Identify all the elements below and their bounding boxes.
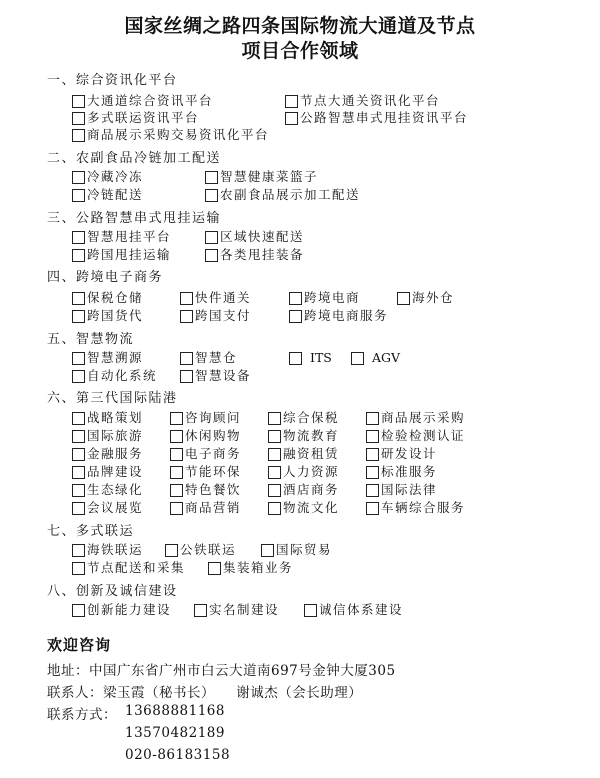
checkbox-item[interactable]: [351, 350, 400, 366]
contact-title: 欢迎咨询: [47, 636, 112, 654]
checkbox-label: 休闲购物: [185, 428, 242, 443]
checkbox[interactable]: [72, 448, 85, 461]
checkbox-label: 节点配送和采集: [87, 560, 186, 575]
checkbox-item[interactable]: [72, 127, 269, 143]
checkbox-label: 车辆综合服务: [381, 500, 466, 515]
checkbox[interactable]: [268, 430, 281, 443]
checkbox-label: 人力资源: [283, 464, 340, 479]
checkbox[interactable]: [366, 412, 379, 425]
checkbox-item[interactable]: [289, 308, 388, 324]
checkbox-label: 公铁联运: [180, 542, 237, 557]
checkbox[interactable]: [351, 352, 364, 365]
checkbox-item[interactable]: [72, 229, 171, 245]
checkbox[interactable]: [72, 544, 85, 557]
checkbox[interactable]: [72, 249, 85, 262]
checkbox-label: 生态绿化: [87, 482, 144, 497]
checkbox[interactable]: [285, 112, 298, 125]
checkbox-item[interactable]: [366, 410, 465, 426]
contact-person: 联系人：梁玉霞（秘书长） 谢诚杰（会长助理）: [47, 685, 363, 701]
checkbox[interactable]: [72, 171, 85, 184]
checkbox-item[interactable]: [208, 560, 293, 576]
checkbox-item[interactable]: [285, 93, 440, 109]
contact-phone: 020-86183158: [125, 747, 231, 763]
checkbox[interactable]: [366, 484, 379, 497]
checkbox-label: 智慧仓: [195, 350, 238, 365]
checkbox-label: 区域快速配送: [220, 229, 305, 244]
checkbox[interactable]: [72, 484, 85, 497]
checkbox-item[interactable]: [366, 428, 465, 444]
document-subtitle: 项目合作领域: [241, 40, 359, 62]
checkbox[interactable]: [72, 292, 85, 305]
checkbox-item[interactable]: [72, 446, 143, 462]
checkbox-item[interactable]: [72, 290, 143, 306]
checkbox[interactable]: [72, 189, 85, 202]
checkbox[interactable]: [72, 502, 85, 515]
checkbox-item[interactable]: [72, 602, 171, 618]
checkbox-item[interactable]: [72, 482, 143, 498]
contact-address: 地址：中国广东省广州市白云大道南697号金钟大厦305: [47, 663, 396, 679]
checkbox[interactable]: [72, 231, 85, 244]
checkbox-label: 检验检测认证: [381, 428, 466, 443]
checkbox-item[interactable]: [180, 350, 237, 366]
section-heading: 八、创新及诚信建设: [47, 584, 178, 599]
checkbox-label: 节点大通关资讯化平台: [300, 93, 441, 108]
checkbox-item[interactable]: [366, 482, 437, 498]
contact-method-label: 联系方式：: [47, 707, 117, 723]
checkbox-label: 冷藏冷冻: [87, 169, 144, 184]
checkbox[interactable]: [170, 412, 183, 425]
checkbox-label: 融资租赁: [283, 446, 340, 461]
checkbox[interactable]: [268, 412, 281, 425]
checkbox-label: 智慧溯源: [87, 350, 144, 365]
checkbox-item[interactable]: [170, 464, 241, 480]
checkbox-item[interactable]: [72, 500, 143, 516]
checkbox-item[interactable]: [170, 500, 241, 516]
checkbox[interactable]: [72, 129, 85, 142]
checkbox[interactable]: [261, 544, 274, 557]
checkbox-label: 标准服务: [381, 464, 438, 479]
checkbox-label: 物流文化: [283, 500, 340, 515]
checkbox-label: 集装箱业务: [223, 560, 294, 575]
checkbox-label: 海外仓: [412, 290, 455, 305]
section-heading: 三、公路智慧串式甩挂运输: [47, 211, 222, 226]
checkbox-item[interactable]: [72, 410, 143, 426]
checkbox-label: 各类甩挂装备: [220, 247, 305, 262]
checkbox[interactable]: [205, 189, 218, 202]
section-heading: 四、跨境电子商务: [47, 270, 164, 285]
checkbox[interactable]: [366, 430, 379, 443]
checkbox[interactable]: [170, 430, 183, 443]
checkbox[interactable]: [289, 352, 302, 365]
checkbox-label: 海铁联运: [87, 542, 144, 557]
checkbox-item[interactable]: [268, 410, 339, 426]
checkbox[interactable]: [397, 292, 410, 305]
checkbox-label: 跨国支付: [195, 308, 252, 323]
checkbox-item[interactable]: [268, 446, 339, 462]
checkbox[interactable]: [268, 484, 281, 497]
checkbox-item[interactable]: [289, 290, 360, 306]
checkbox-item[interactable]: [205, 247, 304, 263]
checkbox-label: 酒店商务: [283, 482, 340, 497]
document-title: 国家丝绸之路四条国际物流大通道及节点: [124, 15, 476, 37]
checkbox-item[interactable]: [72, 464, 143, 480]
section-heading: 五、智慧物流: [47, 332, 135, 347]
checkbox-label: 商品展示采购交易资讯化平台: [87, 127, 270, 142]
checkbox-label: 诚信体系建设: [319, 602, 404, 617]
checkbox-item[interactable]: [165, 542, 236, 558]
checkbox-item[interactable]: [72, 187, 143, 203]
checkbox[interactable]: [289, 292, 302, 305]
checkbox[interactable]: [72, 310, 85, 323]
checkbox-item[interactable]: [72, 350, 143, 366]
checkbox[interactable]: [72, 352, 85, 365]
checkbox-item[interactable]: [72, 93, 213, 109]
checkbox-item[interactable]: [194, 602, 279, 618]
checkbox-label: 品牌建设: [87, 464, 144, 479]
checkbox-label: 智慧健康菜篮子: [220, 169, 319, 184]
checkbox-label: 国际旅游: [87, 428, 144, 443]
checkbox-item[interactable]: [285, 110, 468, 126]
checkbox-label: 电子商务: [185, 446, 242, 461]
checkbox-item[interactable]: [180, 290, 251, 306]
checkbox[interactable]: [289, 310, 302, 323]
checkbox[interactable]: [268, 466, 281, 479]
checkbox-label: 创新能力建设: [87, 602, 172, 617]
checkbox[interactable]: [208, 562, 221, 575]
checkbox[interactable]: [170, 502, 183, 515]
checkbox[interactable]: [72, 112, 85, 125]
checkbox[interactable]: [180, 370, 193, 383]
checkbox-label: 咨询顾问: [185, 410, 242, 425]
checkbox-item[interactable]: [170, 446, 241, 462]
checkbox-item[interactable]: [205, 229, 304, 245]
checkbox-label: 跨境电商服务: [304, 308, 389, 323]
checkbox-item[interactable]: [205, 169, 318, 185]
checkbox[interactable]: [72, 466, 85, 479]
checkbox[interactable]: [72, 562, 85, 575]
checkbox-label: 保税仓储: [87, 290, 144, 305]
checkbox-item[interactable]: [180, 368, 251, 384]
checkbox-item[interactable]: [180, 308, 251, 324]
checkbox-label: ITS: [310, 350, 332, 365]
checkbox[interactable]: [180, 292, 193, 305]
checkbox[interactable]: [72, 412, 85, 425]
checkbox-label: 大通道综合资讯平台: [87, 93, 214, 108]
checkbox-item[interactable]: [268, 500, 339, 516]
checkbox-label: 金融服务: [87, 446, 144, 461]
checkbox-label: 会议展览: [87, 500, 144, 515]
checkbox-item[interactable]: [72, 368, 157, 384]
checkbox-label: 商品营销: [185, 500, 242, 515]
section-heading: 七、多式联运: [47, 524, 135, 539]
checkbox-item[interactable]: [72, 542, 143, 558]
checkbox-item[interactable]: [72, 308, 143, 324]
checkbox-label: 跨国甩挂运输: [87, 247, 172, 262]
checkbox-item[interactable]: [304, 602, 403, 618]
checkbox-label: 特色餐饮: [185, 482, 242, 497]
checkbox-label: 多式联运资讯平台: [87, 110, 200, 125]
checkbox-label: 实名制建设: [209, 602, 280, 617]
checkbox[interactable]: [72, 370, 85, 383]
checkbox-label: 跨境电商: [304, 290, 361, 305]
checkbox-label: 节能环保: [185, 464, 242, 479]
contact-phone: 13688881168: [125, 703, 225, 719]
checkbox-label: 快件通关: [195, 290, 252, 305]
checkbox[interactable]: [366, 466, 379, 479]
checkbox-label: 智慧甩挂平台: [87, 229, 172, 244]
checkbox[interactable]: [268, 448, 281, 461]
checkbox[interactable]: [268, 502, 281, 515]
checkbox-label: 战略策划: [87, 410, 144, 425]
checkbox[interactable]: [72, 604, 85, 617]
checkbox[interactable]: [205, 249, 218, 262]
checkbox-label: 国际贸易: [276, 542, 333, 557]
checkbox[interactable]: [180, 352, 193, 365]
checkbox-item[interactable]: [170, 482, 241, 498]
checkbox[interactable]: [205, 171, 218, 184]
checkbox-label: 公路智慧串式甩挂资讯平台: [300, 110, 469, 125]
checkbox-label: 自动化系统: [87, 368, 158, 383]
checkbox-label: 商品展示采购: [381, 410, 466, 425]
checkbox-item[interactable]: [72, 428, 143, 444]
checkbox-item[interactable]: [261, 542, 332, 558]
checkbox-item[interactable]: [72, 110, 199, 126]
checkbox[interactable]: [205, 231, 218, 244]
checkbox-item[interactable]: [72, 247, 171, 263]
checkbox-label: 研发设计: [381, 446, 438, 461]
checkbox[interactable]: [366, 502, 379, 515]
checkbox[interactable]: [170, 448, 183, 461]
checkbox[interactable]: [285, 95, 298, 108]
checkbox-item[interactable]: [72, 169, 143, 185]
checkbox-item[interactable]: [205, 187, 360, 203]
section-heading: 六、第三代国际陆港: [47, 391, 178, 406]
checkbox[interactable]: [72, 430, 85, 443]
checkbox[interactable]: [194, 604, 207, 617]
checkbox-item[interactable]: [170, 410, 241, 426]
checkbox-item[interactable]: [268, 482, 339, 498]
section-heading: 一、综合资讯化平台: [47, 73, 178, 88]
contact-phone: 13570482189: [125, 725, 225, 741]
checkbox-label: 物流教育: [283, 428, 340, 443]
checkbox-item[interactable]: [366, 464, 437, 480]
checkbox-item[interactable]: [366, 446, 437, 462]
checkbox-item[interactable]: [397, 290, 454, 306]
section-heading: 二、农副食品冷链加工配送: [47, 151, 222, 166]
checkbox-label: 国际法律: [381, 482, 438, 497]
checkbox-item[interactable]: [268, 428, 339, 444]
checkbox[interactable]: [180, 310, 193, 323]
checkbox[interactable]: [170, 484, 183, 497]
checkbox[interactable]: [304, 604, 317, 617]
checkbox-item[interactable]: [72, 560, 185, 576]
checkbox-label: 农副食品展示加工配送: [220, 187, 361, 202]
checkbox-item[interactable]: [289, 350, 332, 366]
checkbox[interactable]: [366, 448, 379, 461]
checkbox[interactable]: [72, 95, 85, 108]
checkbox-label: 智慧设备: [195, 368, 252, 383]
checkbox-item[interactable]: [268, 464, 339, 480]
checkbox[interactable]: [170, 466, 183, 479]
checkbox[interactable]: [165, 544, 178, 557]
checkbox-item[interactable]: [170, 428, 241, 444]
checkbox-label: 综合保税: [283, 410, 340, 425]
checkbox-label: 跨国货代: [87, 308, 144, 323]
checkbox-item[interactable]: [366, 500, 465, 516]
checkbox-label: 冷链配送: [87, 187, 144, 202]
checkbox-label: AGV: [372, 350, 401, 365]
